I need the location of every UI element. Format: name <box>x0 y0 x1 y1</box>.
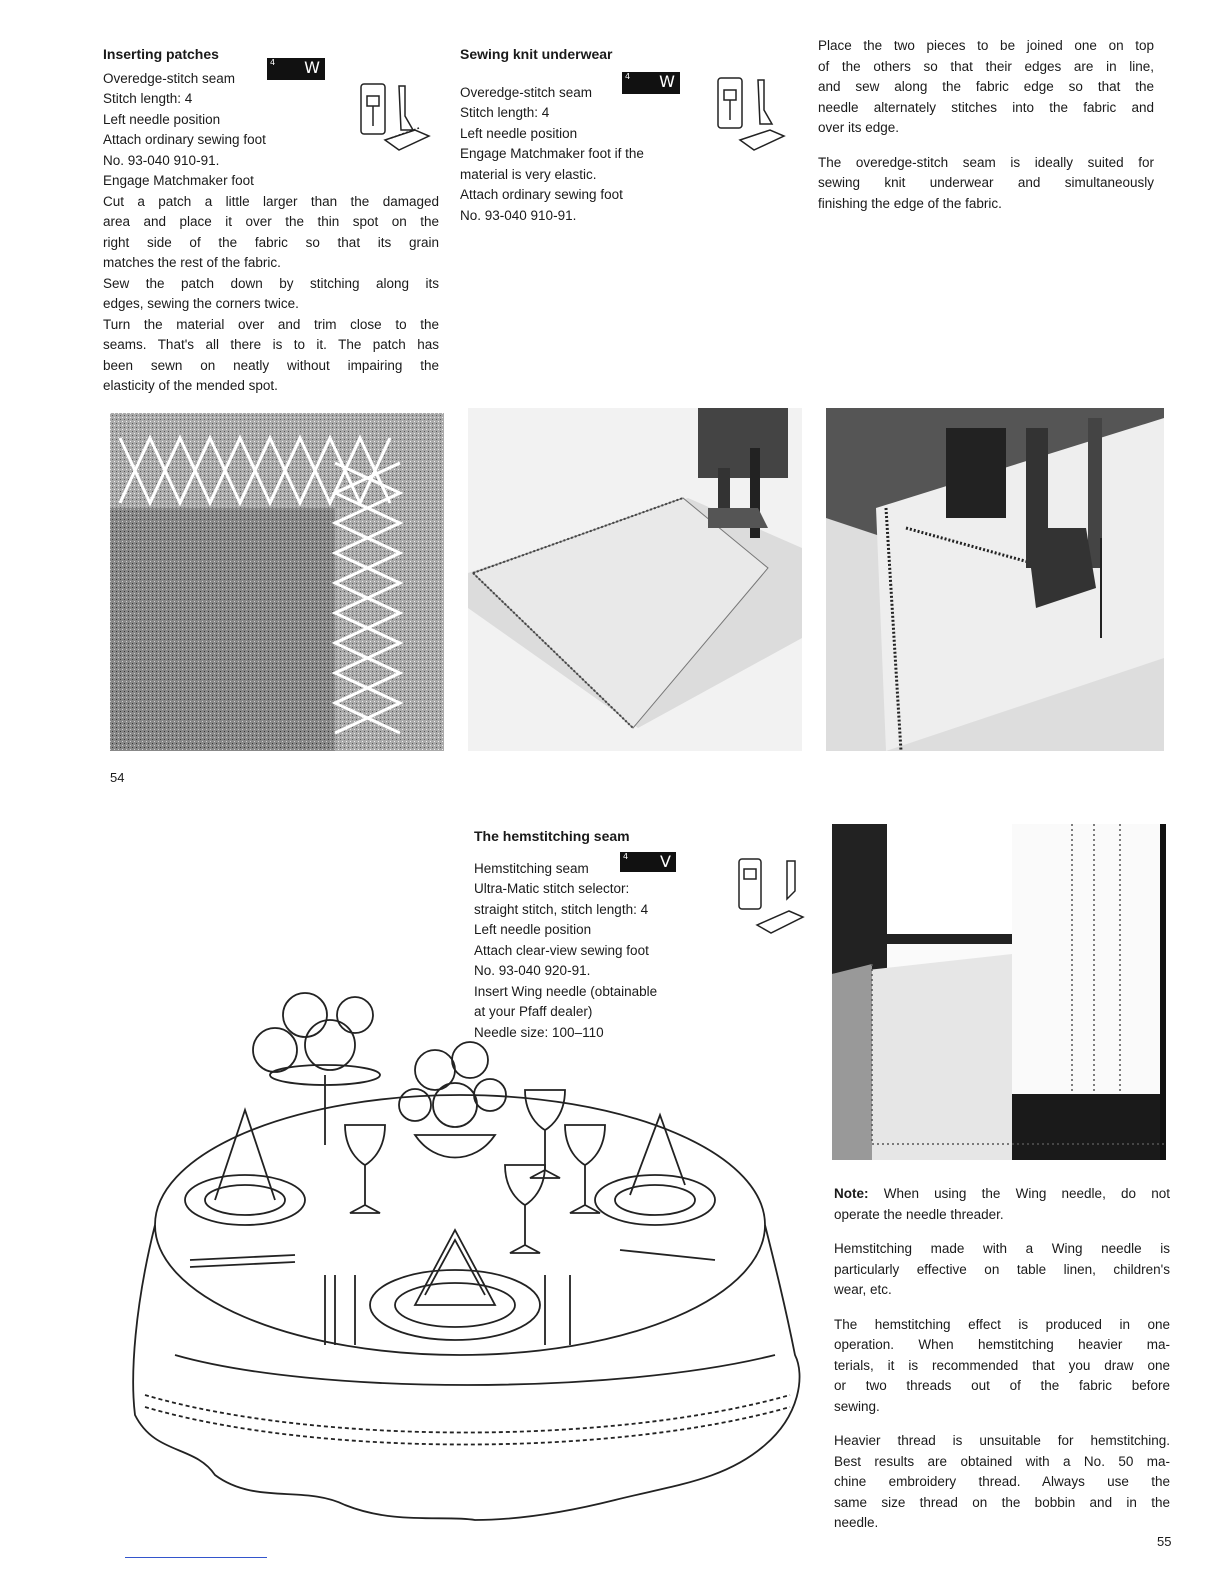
hem-notes <box>834 1184 1170 1534</box>
desc-line: sewing knit underwear and simultaneously <box>818 175 1154 190</box>
hem-line: Attach clear-view sewing foot <box>474 942 649 958</box>
patches-heading: Inserting patches <box>103 46 219 62</box>
hem-line: at your Pfaff dealer) <box>474 1004 593 1019</box>
patches-body-line: seams. That's all there is to it. The patch has <box>103 337 439 352</box>
knit-line: Overedge-stitch seam <box>460 84 593 100</box>
note-line: operate the needle threader. <box>834 1206 1004 1222</box>
table-setting-illustration <box>115 975 815 1535</box>
patches-body-line: matches the rest of the fabric. <box>103 255 281 270</box>
patches-body-line: right side of the fabric so that its grain <box>103 234 439 250</box>
hem-para-line: sewing. <box>834 1398 880 1414</box>
patches-line: Stitch length: 4 <box>103 91 193 106</box>
stitch-badge-icon: 4 V <box>620 852 676 872</box>
page-number-left: 54 <box>110 770 125 785</box>
patches-line: Attach ordinary sewing foot <box>103 132 266 147</box>
patches-body-line: elasticity of the mended spot. <box>103 378 278 393</box>
note-label: Note: <box>834 1186 869 1201</box>
stitch-badge-icon: 4 W <box>622 72 680 94</box>
knit-line: material is very elastic. <box>460 166 597 182</box>
patches-body-line: Cut a patch a little larger than the damaged <box>103 193 439 209</box>
desc-line: of the others so that their edges are in line, <box>818 58 1154 74</box>
hem-para-line: wear, etc. <box>834 1282 892 1297</box>
hem-para-line: particularly effective on table linen, children's <box>834 1261 1170 1277</box>
hem-heading: The hemstitching seam <box>474 828 630 844</box>
hem-line: Insert Wing needle (obtainable <box>474 983 658 999</box>
desc-line: needle alternately stitches into the fabric and <box>818 99 1154 115</box>
hem-para-line: Heavier thread is unsuitable for hemstitching. <box>834 1433 1170 1448</box>
patches-body-line: been sewn on neatly without impairing the <box>103 357 439 373</box>
knit-line: Engage Matchmaker foot if the <box>460 146 644 161</box>
patches-line: Overedge-stitch seam <box>103 70 236 86</box>
hem-para-line: chine embroidery thread. Always use the <box>834 1474 1170 1489</box>
desc-line: The overedge-stitch seam is ideally suited for <box>818 154 1154 170</box>
hem-para-line: or two threads out of the fabric before <box>834 1378 1170 1393</box>
knit-line: No. 93-040 910-91. <box>460 207 577 223</box>
hem-para-line: Hemstitching made with a Wing needle is <box>834 1241 1170 1256</box>
knit-heading: Sewing knit underwear <box>460 46 613 62</box>
desc-line: and sew along the fabric edge so that the <box>818 79 1154 94</box>
note-line <box>834 1184 1170 1205</box>
hem-para-line: The hemstitching effect is produced in one <box>834 1316 1170 1332</box>
page-number-right: 55 <box>1157 1534 1172 1549</box>
hem-line: Left needle position <box>474 922 592 937</box>
knit-description <box>818 36 1154 214</box>
sewing-foot-icon <box>355 78 435 158</box>
knit-line: Attach ordinary sewing foot <box>460 187 623 202</box>
desc-line: finishing the edge of the fabric. <box>818 195 1002 211</box>
desc-line: over its edge. <box>818 120 900 135</box>
hem-para-line: needle. <box>834 1515 879 1530</box>
patch-stitch-photo <box>110 413 444 751</box>
hem-line: Hemstitching seam <box>474 860 589 876</box>
knit-line: Left needle position <box>460 125 578 141</box>
hem-line: Ultra-Matic stitch selector: <box>474 881 630 896</box>
hem-para-line: same size thread on the bobbin and in the <box>834 1494 1170 1510</box>
patches-body-line: Turn the material over and trim close to the <box>103 316 439 332</box>
sewing-foot-icon <box>712 74 792 159</box>
patches-body-line: Sew the patch down by stitching along its <box>103 275 439 291</box>
patches-body-line: area and place it over the thin spot on the <box>103 214 439 229</box>
knit-section <box>460 44 720 226</box>
note-text: When using the Wing needle, do not <box>883 1186 1170 1201</box>
hem-line: Needle size: 100–110 <box>474 1024 604 1040</box>
knit-line: Stitch length: 4 <box>460 105 550 120</box>
hemstitch-photo <box>832 824 1166 1160</box>
hem-line: No. 93-040 920-91. <box>474 963 591 978</box>
hem-line: straight stitch, stitch length: 4 <box>474 901 649 917</box>
stitch-badge-icon: 4 W <box>267 58 325 80</box>
patches-body-line: edges, sewing the corners twice. <box>103 296 299 311</box>
patches-line: No. 93-040 910-91. <box>103 152 220 168</box>
clear-view-foot-icon <box>735 855 810 945</box>
footer-link-line[interactable] <box>125 1557 267 1558</box>
hem-para-line: operation. When hemstitching heavier ma- <box>834 1337 1170 1352</box>
desc-line: Place the two pieces to be joined one on top <box>818 38 1154 53</box>
hem-para-line: Best results are obtained with a No. 50 ma- <box>834 1453 1170 1469</box>
hem-para-line: terials, it is recommended that you draw one <box>834 1357 1170 1373</box>
sewing-machine-photo <box>468 408 802 751</box>
knit-edge-photo <box>826 408 1164 751</box>
patches-line: Engage Matchmaker foot <box>103 173 254 188</box>
patches-line: Left needle position <box>103 111 221 127</box>
